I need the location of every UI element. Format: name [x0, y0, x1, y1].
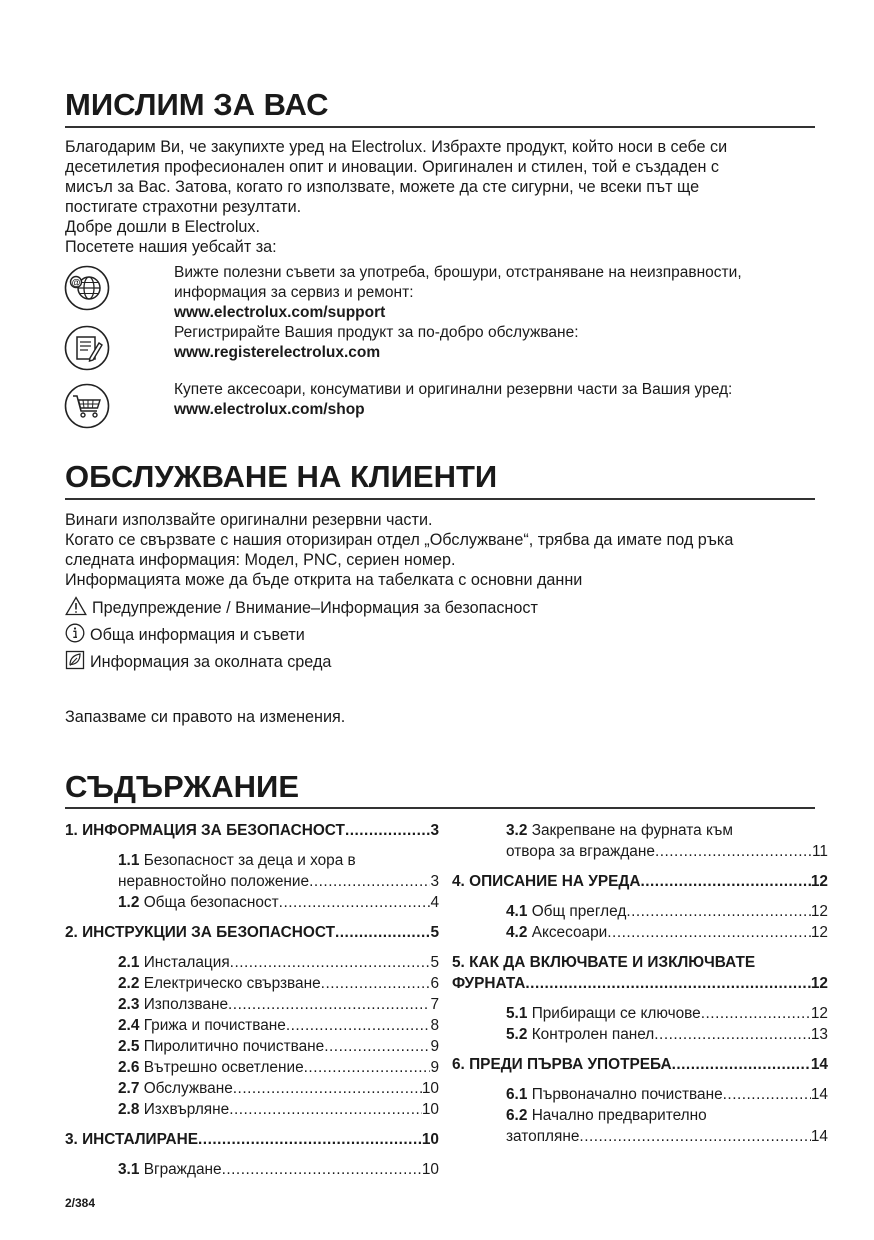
toc-item-3-2[interactable]: 3.2 Закрепване на фурната към	[506, 822, 733, 839]
toc-left-column	[65, 820, 439, 1180]
disclaimer-text: Запазваме си правото на изменения.	[65, 708, 346, 726]
register-text-line: Регистрирайте Вашия продукт за по-добро обслужване:	[174, 324, 579, 341]
legend-warning	[65, 596, 538, 618]
info-circle-icon	[65, 623, 85, 643]
intro-line: Посетете нашия уебсайт за:	[65, 237, 277, 256]
support-link[interactable]: www.electrolux.com/support	[174, 304, 386, 321]
disclaimer	[65, 708, 815, 728]
toc-item-6-2[interactable]: 6.2 Начално предварително	[506, 1107, 707, 1124]
title-rule	[65, 498, 815, 500]
toc-item-4-1[interactable]: 4.1 Общ преглед ..... 12	[506, 901, 828, 922]
intro-line: постигате страхотни резултати.	[65, 197, 302, 216]
toc-item-4-2[interactable]: 4.2 Аксесоари ..... 12	[506, 922, 828, 943]
shop-text-line: Купете аксесоари, консумативи и оригинални резервни части за Вашия уред:	[174, 381, 733, 398]
svg-text:@: @	[71, 277, 81, 288]
legend-text: Предупреждение / Внимание–Информация за безопасност	[92, 599, 538, 617]
toc-item-2-7[interactable]: 2.7 Обслужване ..... 10	[118, 1078, 439, 1099]
toc-chapter-5[interactable]: 5. КАК ДА ВКЛЮЧВАТЕ И ИЗКЛЮЧВАТЕ	[452, 954, 756, 971]
toc-item-6-1[interactable]: 6.1 Първоначално почистване ..... 14	[506, 1084, 828, 1105]
page-number: 2/384	[65, 1196, 96, 1210]
toc-item-1-2[interactable]: 1.2 Обща безопасност ..... 4	[118, 892, 439, 913]
toc-item-2-5[interactable]: 2.5 Пиролитично почистване ..... 9	[118, 1036, 439, 1057]
shop-info	[174, 380, 814, 420]
toc-item-2-2[interactable]: 2.2 Електрическо свързване ..... 6	[118, 973, 439, 994]
section-title-thinking: МИСЛИМ ЗА ВАС	[65, 87, 329, 122]
customer-line: следната информация: Модел, PNC, сериен номер.	[65, 550, 456, 569]
intro-line: Благодарим Ви, че закупихте уред на Electrolux. Избрахте продукт, който носи в себе си	[65, 138, 728, 156]
toc-item-1-1[interactable]: 1.1 Безопасност за деца и хора в	[118, 852, 356, 869]
customer-paragraph	[65, 511, 815, 591]
register-document-icon	[64, 325, 110, 371]
title-rule	[65, 126, 815, 128]
globe-at-icon	[64, 265, 110, 311]
toc-item-2-1[interactable]: 2.1 Инсталация ..... 5	[118, 952, 439, 973]
toc-item-3-2-cont[interactable]: отвора за вграждане ..... 11	[506, 841, 828, 862]
shop-link[interactable]: www.electrolux.com/shop	[174, 401, 365, 418]
toc-item-3-1[interactable]: 3.1 Вграждане ..... 10	[118, 1159, 439, 1180]
toc-item-2-3[interactable]: 2.3 Използване ..... 7	[118, 994, 439, 1015]
legend-text: Информация за околната среда	[90, 653, 332, 671]
warning-triangle-icon	[65, 596, 87, 616]
toc-chapter-5-cont[interactable]: ФУРНАТА ..... 12	[452, 973, 828, 994]
toc-item-5-1[interactable]: 5.1 Прибиращи се ключове ..... 12	[506, 1003, 828, 1024]
toc-chapter-6[interactable]: 6. ПРЕДИ ПЪРВА УПОТРЕБА ..... 14	[452, 1054, 828, 1075]
legend-info	[65, 623, 305, 645]
legend-text: Обща информация и съвети	[90, 626, 305, 644]
customer-line: Информацията може да бъде открита на табелката с основни данни	[65, 570, 583, 589]
register-link[interactable]: www.registerelectrolux.com	[174, 344, 381, 361]
support-text-line: информация за сервиз и ремонт:	[174, 284, 414, 301]
customer-line: Винаги използвайте оригинални резервни части.	[65, 511, 433, 529]
toc-item-2-6[interactable]: 2.6 Вътрешно осветление ..... 9	[118, 1057, 439, 1078]
register-info	[174, 323, 814, 363]
toc-chapter-4[interactable]: 4. ОПИСАНИЕ НА УРЕДА ..... 12	[452, 871, 828, 892]
environment-leaf-icon	[65, 650, 85, 670]
title-rule	[65, 807, 815, 809]
section-title-contents: СЪДЪРЖАНИЕ	[65, 769, 299, 804]
toc-right-column	[452, 820, 828, 1147]
toc-chapter-2[interactable]: 2. ИНСТРУКЦИИ ЗА БЕЗОПАСНОСТ ..... 5	[65, 922, 439, 943]
section-title-customer: ОБСЛУЖВАНЕ НА КЛИЕНТИ	[65, 459, 498, 494]
intro-paragraph	[65, 138, 815, 257]
toc-item-1-1-cont[interactable]: неравностойно положение ..... 3	[118, 871, 439, 892]
toc-chapter-3[interactable]: 3. ИНСТАЛИРАНЕ ..... 10	[65, 1129, 439, 1150]
toc-item-2-8[interactable]: 2.8 Изхвърляне ..... 10	[118, 1099, 439, 1120]
shopping-cart-icon	[64, 383, 110, 429]
intro-line: мисъл за Вас. Затова, когато го използвате, можете да сте сигурни, че всеки път ще	[65, 177, 700, 196]
support-info	[174, 263, 814, 323]
intro-line: Добре дошли в Electrolux.	[65, 217, 261, 236]
intro-line: десетилетия професионален опит и иновации. Оригинален и стилен, той е създаден с	[65, 157, 720, 176]
toc-chapter-1[interactable]: 1. ИНФОРМАЦИЯ ЗА БЕЗОПАСНОСТ ..... 3	[65, 820, 439, 841]
customer-line: Когато се свързвате с нашия оторизиран отдел „Обслужване“, трябва да имате под ръка	[65, 530, 734, 549]
toc-item-5-2[interactable]: 5.2 Контролен панел ..... 13	[506, 1024, 828, 1045]
legend-environment	[65, 650, 331, 672]
toc-item-2-4[interactable]: 2.4 Грижа и почистване ..... 8	[118, 1015, 439, 1036]
toc-item-6-2-cont[interactable]: затопляне ..... 14	[506, 1126, 828, 1147]
support-text-line: Вижте полезни съвети за употреба, брошури, отстраняване на неизправности,	[174, 264, 742, 281]
